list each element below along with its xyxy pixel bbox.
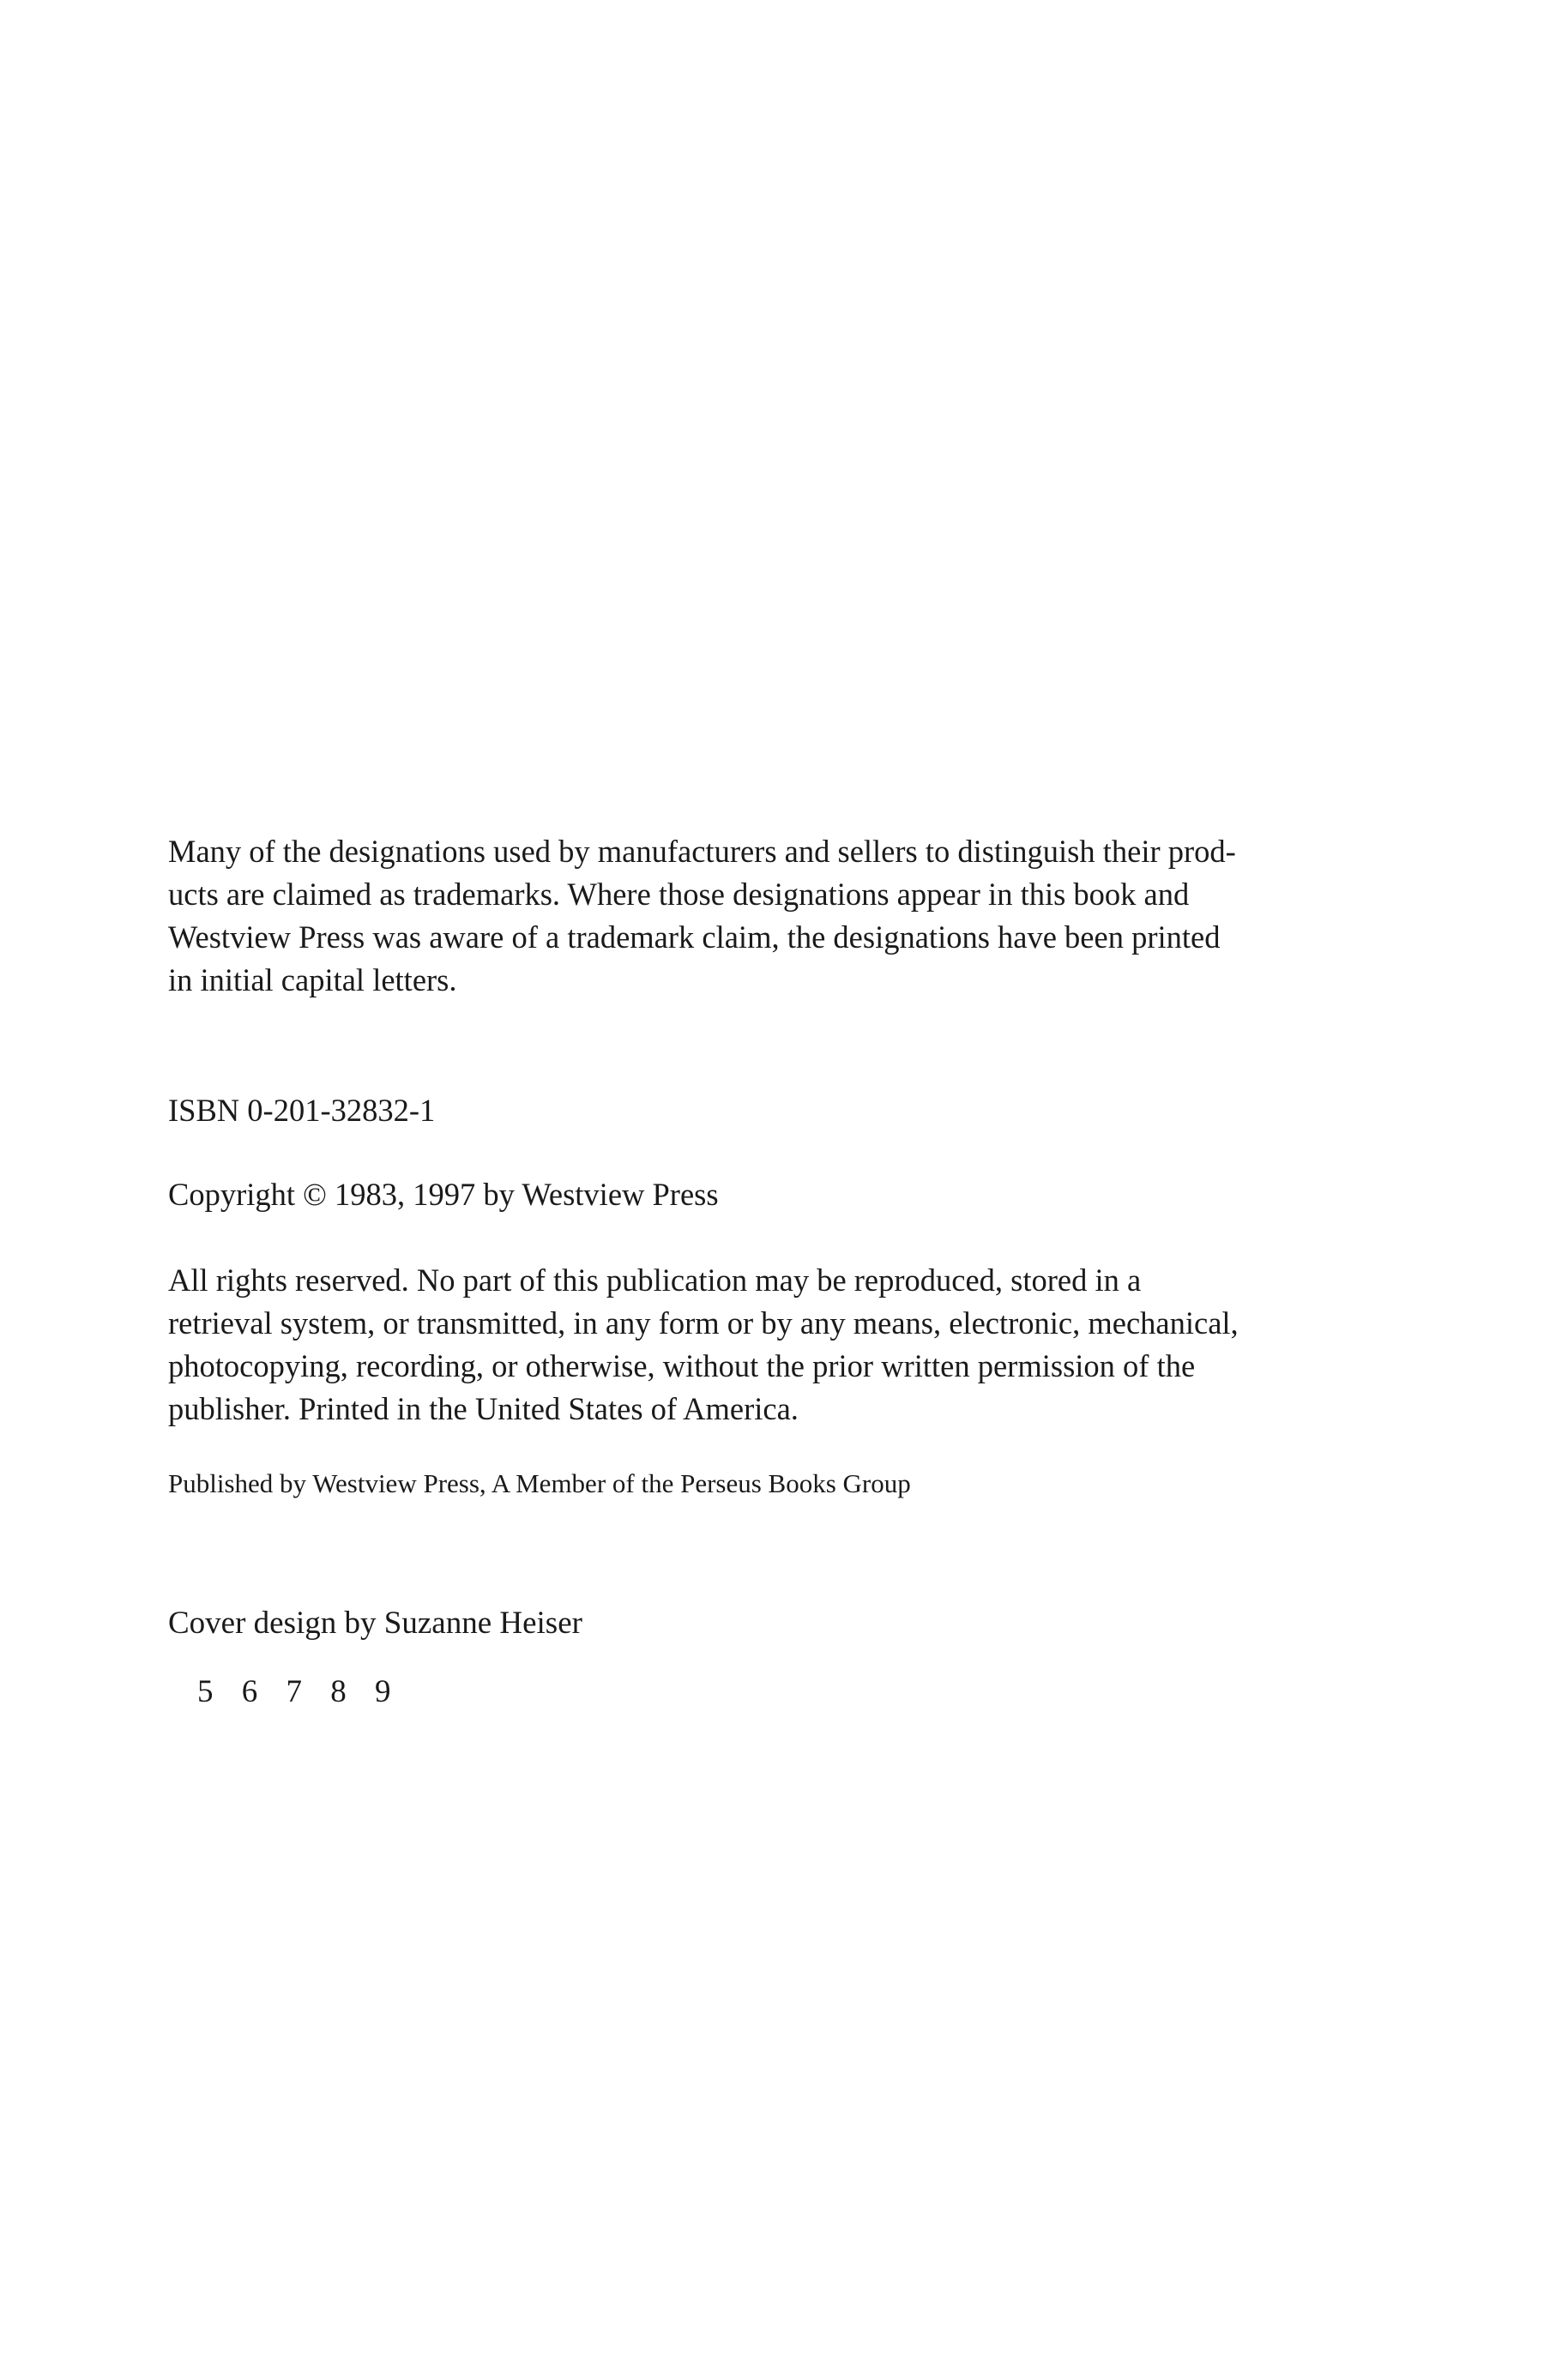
trademark-notice: [168, 830, 1412, 1002]
trademark-notice-line-4: in initial capital letters.: [168, 962, 457, 997]
trademark-notice-line-2: ucts are claimed as trademarks. Where those designations appear in this book and: [168, 877, 1190, 912]
publisher-line: Published by Westview Press, A Member of the Perseus Books Group: [168, 1468, 911, 1498]
printing-line: 5 6 7 8 9: [197, 1674, 401, 1709]
rights-notice-line-4: publisher. Printed in the United States of America.: [168, 1391, 799, 1426]
isbn: ISBN 0-201-32832-1: [168, 1093, 436, 1128]
cover-credit: Cover design by Suzanne Heiser: [168, 1606, 582, 1641]
trademark-notice-line-3: Westview Press was aware of a trademark claim, the designations have been printed: [168, 919, 1221, 955]
rights-notice-line-2: retrieval system, or transmitted, in any form or by any means, electronic, mechanical,: [168, 1305, 1239, 1341]
rights-notice-line-1: All rights reserved. No part of this publication may be reproduced, stored in a: [168, 1262, 1142, 1298]
rights-notice-line-3: photocopying, recording, or otherwise, without the prior written permission of the: [168, 1348, 1196, 1383]
rights-notice: [168, 1259, 1412, 1431]
copyright-line: Copyright © 1983, 1997 by Westview Press: [168, 1177, 719, 1212]
trademark-notice-line-1: Many of the designations used by manufacturers and sellers to distinguish their prod-: [168, 834, 1236, 869]
